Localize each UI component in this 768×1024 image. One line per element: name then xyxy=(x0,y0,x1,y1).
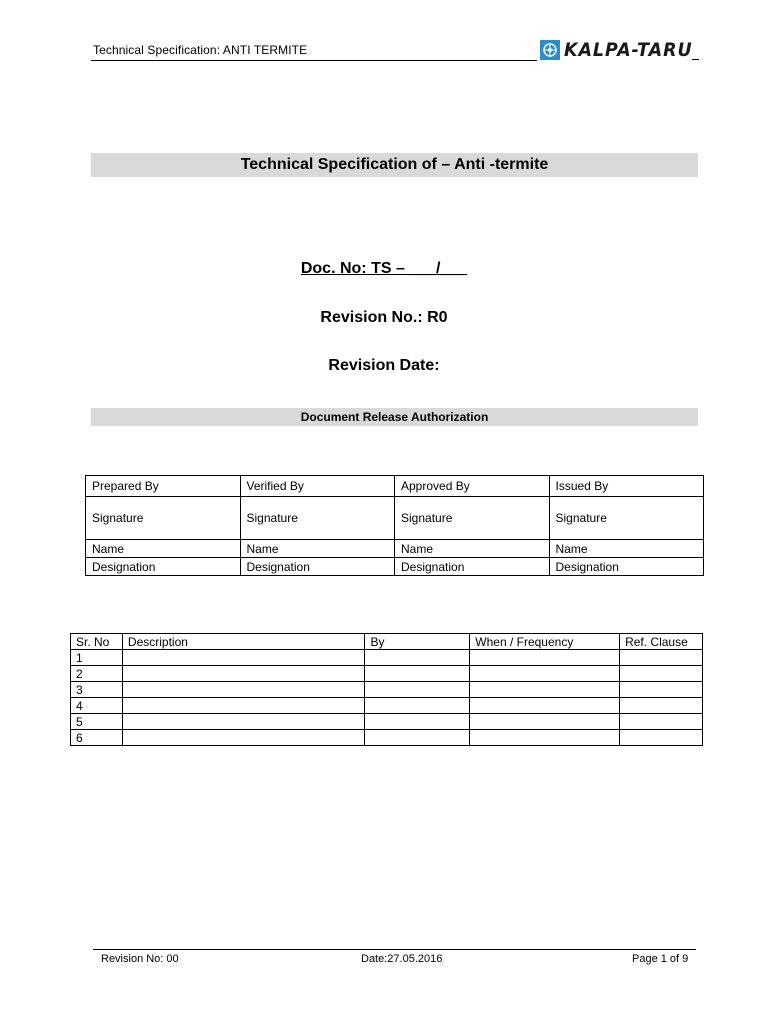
footer-date: Date:27.05.2016 xyxy=(361,953,443,965)
signature-row xyxy=(86,497,704,540)
verified-by-header: Verified By xyxy=(240,476,395,497)
table-row xyxy=(71,730,703,746)
when-cell xyxy=(470,698,620,714)
header-rule-end xyxy=(692,59,699,60)
name-row xyxy=(86,540,704,558)
table-row xyxy=(71,682,703,698)
ref-cell xyxy=(620,650,703,666)
description-cell xyxy=(122,714,365,730)
when-cell xyxy=(470,730,620,746)
approved-by-header: Approved By xyxy=(395,476,550,497)
header-title: Technical Specification: ANTI TERMITE xyxy=(93,43,308,57)
sr-no-cell: 1 xyxy=(71,650,123,666)
designation-cell: Designation xyxy=(86,558,241,576)
name-cell: Name xyxy=(549,540,704,558)
signature-cell: Signature xyxy=(549,497,704,540)
by-cell xyxy=(365,730,470,746)
authorization-header-row xyxy=(86,476,704,497)
sr-no-cell: 5 xyxy=(71,714,123,730)
footer-rule xyxy=(93,949,696,950)
designation-cell: Designation xyxy=(549,558,704,576)
name-cell: Name xyxy=(240,540,395,558)
by-cell xyxy=(365,698,470,714)
signature-cell: Signature xyxy=(86,497,241,540)
when-cell xyxy=(470,714,620,730)
ref-cell xyxy=(620,714,703,730)
company-logo xyxy=(540,39,704,61)
table-row xyxy=(71,714,703,730)
ref-cell xyxy=(620,730,703,746)
signature-cell: Signature xyxy=(395,497,550,540)
footer-revision: Revision No: 00 xyxy=(101,953,179,965)
prepared-by-header: Prepared By xyxy=(86,476,241,497)
name-cell: Name xyxy=(86,540,241,558)
table-row xyxy=(71,666,703,682)
ref-cell xyxy=(620,682,703,698)
release-authorization-heading: Document Release Authorization xyxy=(91,408,698,426)
description-cell xyxy=(122,682,365,698)
sr-no-header: Sr. No xyxy=(71,634,123,650)
name-cell: Name xyxy=(395,540,550,558)
table-row xyxy=(71,650,703,666)
signature-cell: Signature xyxy=(240,497,395,540)
sr-no-cell: 3 xyxy=(71,682,123,698)
ref-clause-header: Ref. Clause xyxy=(620,634,703,650)
by-cell xyxy=(365,682,470,698)
sr-no-cell: 2 xyxy=(71,666,123,682)
description-cell xyxy=(122,698,365,714)
document-title: Technical Specification of – Anti -termite xyxy=(91,153,698,177)
by-header: By xyxy=(365,634,470,650)
revision-date: Revision Date: xyxy=(328,357,440,374)
logo-wordmark: KALPA-TARU xyxy=(564,39,693,61)
when-cell xyxy=(470,682,620,698)
description-cell xyxy=(122,650,365,666)
footer-page-number: Page 1 of 9 xyxy=(632,953,689,965)
revision-history-table xyxy=(70,633,703,746)
when-frequency-header: When / Frequency xyxy=(470,634,620,650)
description-header: Description xyxy=(122,634,365,650)
by-cell xyxy=(365,650,470,666)
when-cell xyxy=(470,650,620,666)
by-cell xyxy=(365,666,470,682)
designation-row xyxy=(86,558,704,576)
sr-no-cell: 4 xyxy=(71,698,123,714)
revision-number: Revision No.: R0 xyxy=(320,309,448,326)
issued-by-header: Issued By xyxy=(549,476,704,497)
description-cell xyxy=(122,666,365,682)
logo-emblem-icon xyxy=(540,40,560,60)
ref-cell xyxy=(620,698,703,714)
authorization-table xyxy=(85,475,704,576)
designation-cell: Designation xyxy=(395,558,550,576)
by-cell xyxy=(365,714,470,730)
header-rule xyxy=(91,60,537,61)
revision-header-row xyxy=(71,634,703,650)
description-cell xyxy=(122,730,365,746)
ref-cell xyxy=(620,666,703,682)
sr-no-cell: 6 xyxy=(71,730,123,746)
doc-number: Doc. No: TS – ___/___ xyxy=(300,260,468,277)
table-row xyxy=(71,698,703,714)
when-cell xyxy=(470,666,620,682)
designation-cell: Designation xyxy=(240,558,395,576)
